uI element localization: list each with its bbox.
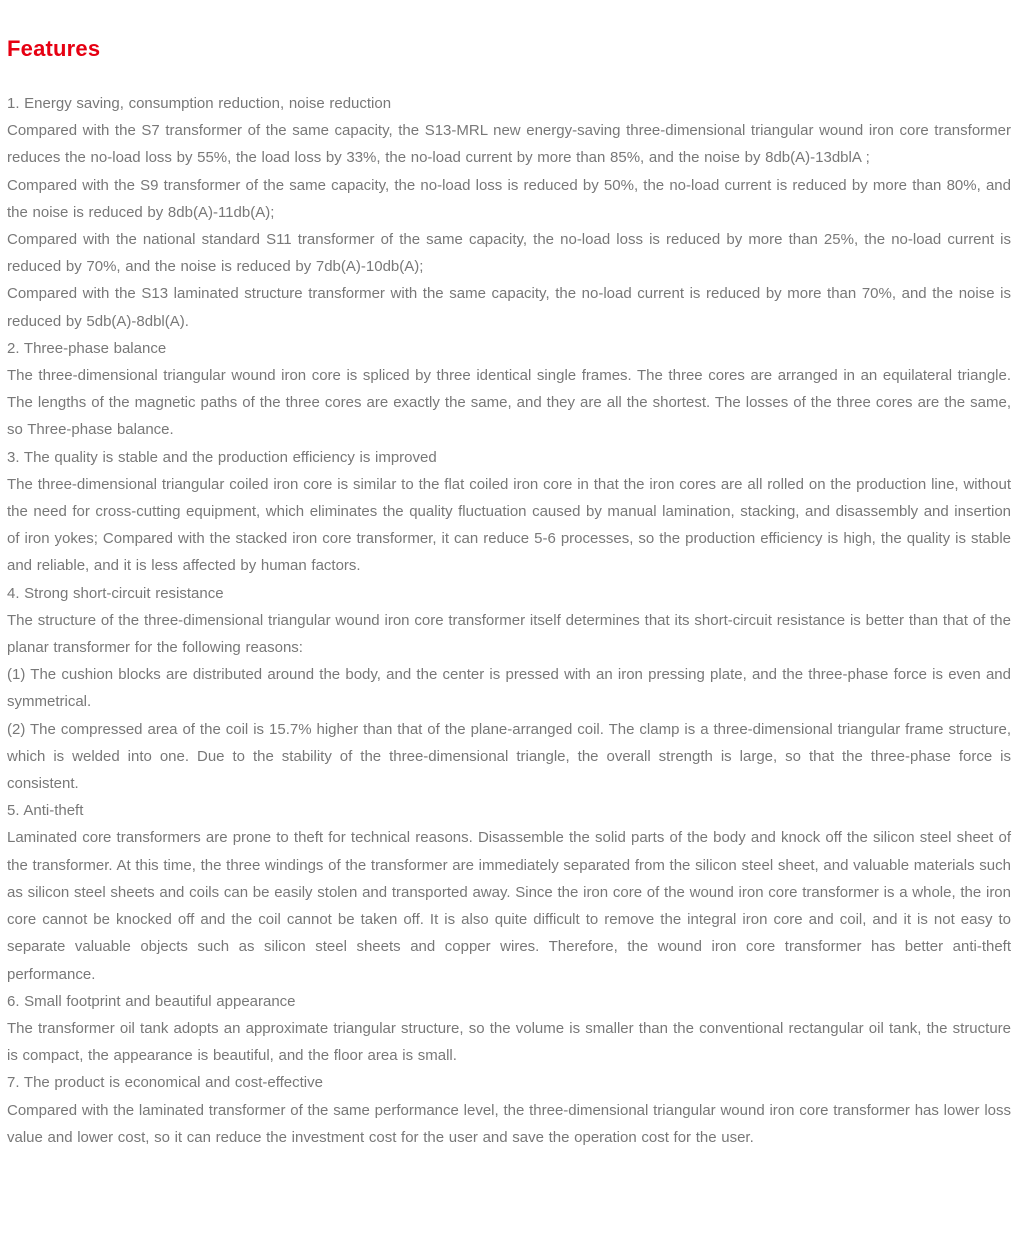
paragraph: 6. Small footprint and beautiful appearance: [7, 992, 296, 1010]
paragraph: Laminated core transformers are prone to theft for technical reasons. Disassemble the solid parts of the body and knock off the silicon steel sheet of the transformer. At this time, the three windings of the transformer are immediately separated from the silicon steel sheet, and valuable materials such as silicon steel sheets and coils can be easily stolen and transported away. Since the iron core of the wound iron core transformer is a whole, the iron core cannot be knocked off and the coil cannot be taken off. It is also quite difficult to remove the integral iron core and coil, and it is not easy to separate valuable objects such as silicon steel sheets and copper wires. Therefore, the wound iron core transformer has better anti-theft performance.: [7, 829, 1011, 983]
paragraph: Compared with the laminated transformer of the same performance level, the three-dimensional triangular wound iron core transformer has lower loss value and lower cost, so it can reduce the investment cost for the user and save the operation cost for the user.: [7, 1101, 1011, 1146]
paragraph: 4. Strong short-circuit resistance: [7, 584, 224, 602]
paragraph: 3. The quality is stable and the production efficiency is improved: [7, 448, 437, 466]
paragraph: The three-dimensional triangular wound iron core is spliced by three identical single frames. The three cores are arranged in an equilateral triangle. The lengths of the magnetic paths of the three cores are exactly the same, and they are all the shortest. The losses of the three cores are the same, so Three-phase balance.: [7, 367, 1011, 439]
features-content: [7, 90, 1011, 1151]
paragraph: 1. Energy saving, consumption reduction, noise reduction: [7, 95, 392, 112]
paragraph: (1) The cushion blocks are distributed around the body, and the center is pressed with an iron pressing plate, and the three-phase force is even and symmetrical.: [7, 666, 1011, 711]
paragraph: 2. Three-phase balance: [7, 339, 167, 357]
page-title: Features: [7, 36, 101, 61]
paragraph: Compared with the national standard S11 transformer of the same capacity, the no-load loss is reduced by more than 25%, the no-load current is reduced by 70%, and the noise is reduced by 7db(A)-10db(A);: [7, 231, 1011, 276]
paragraph: The three-dimensional triangular coiled iron core is similar to the flat coiled iron core in that the iron cores are all rolled on the production line, without the need for cross-cutting equipment, which eliminates the quality fluctuation caused by manual lamination, stacking, and disassembly and insertion of iron yokes; Compared with the stacked iron core transformer, it can reduce 5-6 processes, so the production efficiency is high, the quality is stable and reliable, and it is less affected by human factors.: [7, 475, 1011, 575]
paragraph: 7. The product is economical and cost-effective: [7, 1074, 323, 1092]
paragraph: The transformer oil tank adopts an approximate triangular structure, so the volume is smaller than the conventional rectangular oil tank, the structure is compact, the appearance is beautiful, and the floor area is small.: [7, 1019, 1011, 1065]
paragraph: 5. Anti-theft: [7, 802, 84, 820]
paragraph: (2) The compressed area of the coil is 15.7% higher than that of the plane-arranged coil. The clamp is a three-dimensional triangular frame structure, which is welded into one. Due to the stability of the three-dimensional triangle, the overall strength is large, so that the three-phase force is consistent.: [7, 720, 1011, 793]
paragraph: Compared with the S9 transformer of the same capacity, the no-load loss is reduced by 50%, the no-load current is reduced by more than 80%, and the noise is reduced by 8db(A)-11db(A);: [7, 176, 1011, 221]
paragraph: Compared with the S7 transformer of the same capacity, the S13-MRL new energy-saving three-dimensional triangular wound iron core transformer reduces the no-load loss by 55%, the load loss by 33%, the no-load current by more than 85%, and the noise by 8db(A)-13dblA ;: [7, 122, 1011, 167]
paragraph: The structure of the three-dimensional triangular wound iron core transformer itself determines that its short-circuit resistance is better than that of the planar transformer for the following reasons:: [7, 611, 1011, 657]
paragraph: Compared with the S13 laminated structure transformer with the same capacity, the no-load current is reduced by more than 70%, and the noise is reduced by 5db(A)-8dbl(A).: [7, 285, 1011, 330]
